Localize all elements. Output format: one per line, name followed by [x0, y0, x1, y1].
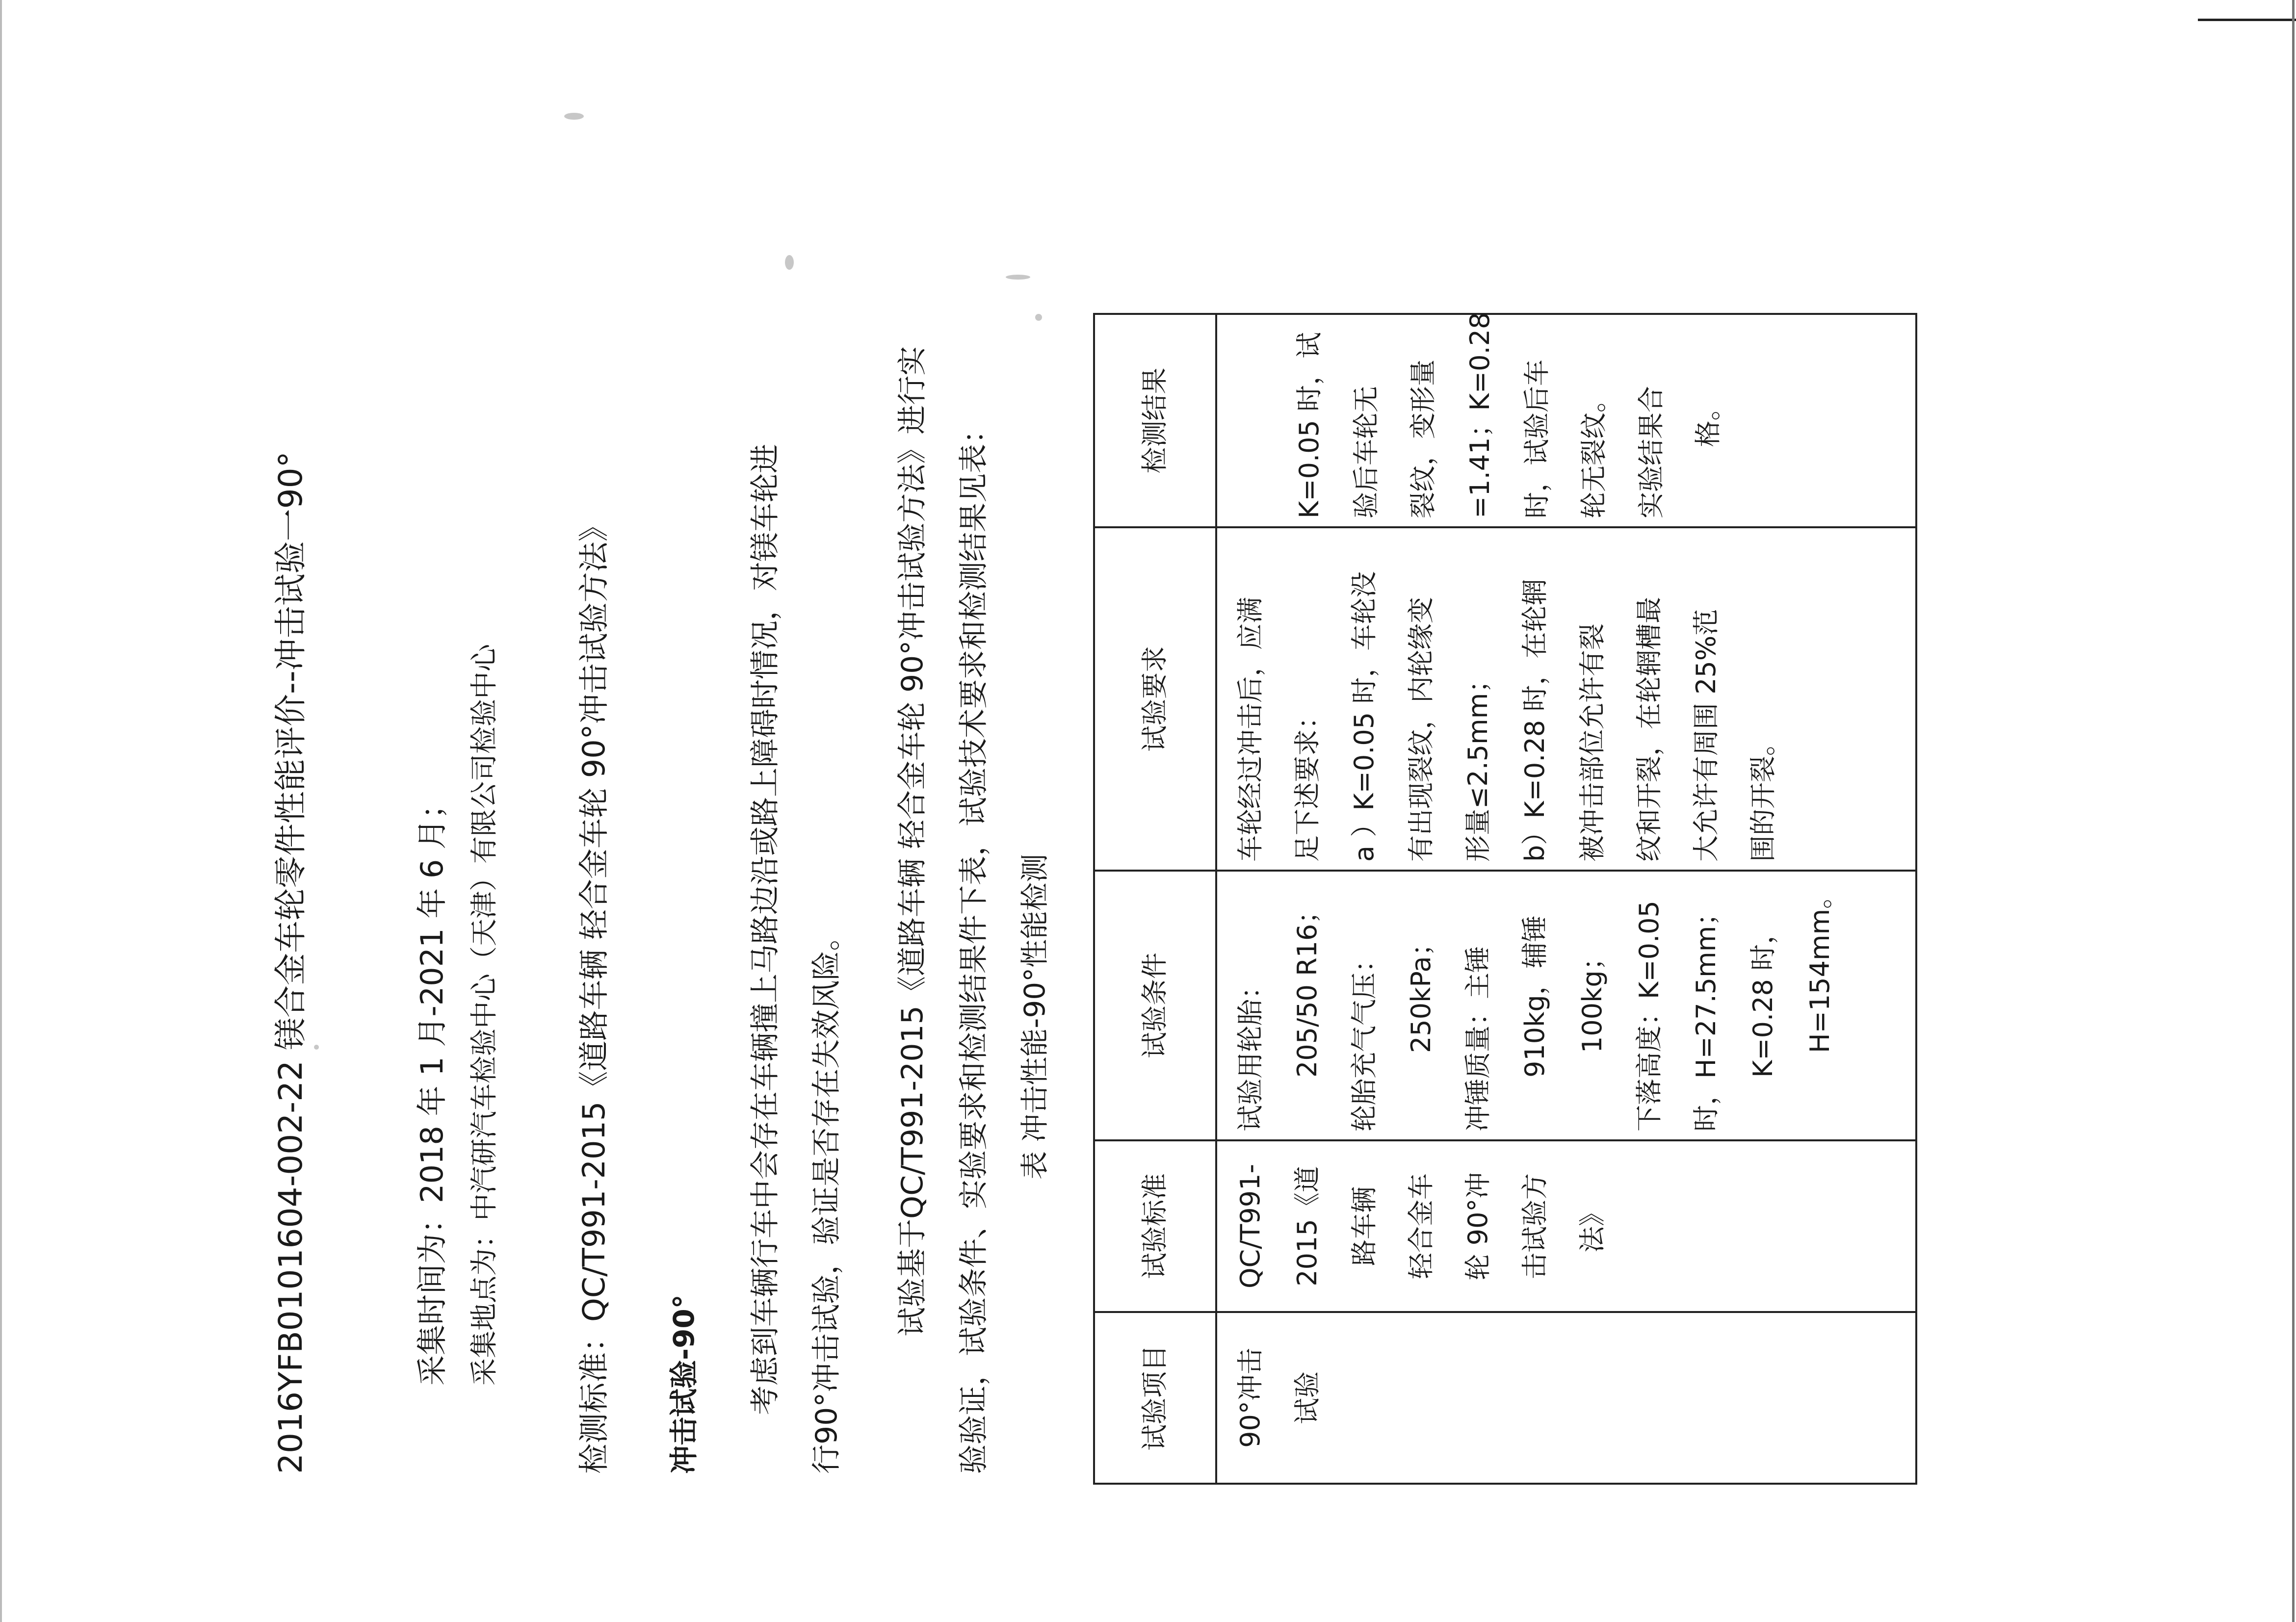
- cell-line: 轻合金车: [1406, 1173, 1437, 1279]
- cell-line: 时，试验后车: [1521, 360, 1553, 518]
- header-test-result: 检测结果: [1094, 314, 1216, 527]
- cell-test-result: [1216, 314, 1916, 527]
- scan-speck: [564, 113, 584, 120]
- table-caption: 表 冲击性能-90°性能检测: [1018, 853, 1051, 1180]
- scan-edge-right: [2292, 0, 2295, 1622]
- cell-line: 轮胎充气气压：: [1349, 946, 1380, 1132]
- table-row: [1216, 314, 1916, 1484]
- cell-line: 击试验方: [1519, 1173, 1551, 1279]
- cell-line: 下落高度：K=0.05: [1633, 901, 1665, 1132]
- cell-line: a ）K=0.05 时，车轮没: [1349, 571, 1380, 862]
- section-title: 冲击试验-90°: [667, 1294, 701, 1474]
- cell-line: 裂纹，变形量: [1408, 360, 1439, 518]
- cell-line: 2015《道: [1292, 1166, 1323, 1287]
- cell-line: 试验用轮胎：: [1235, 973, 1266, 1132]
- cell-test-conditions: [1216, 871, 1916, 1140]
- paragraph-line: 行90°冲击试验，验证是否存在失效风险。: [809, 921, 844, 1474]
- cell-line: QC/T991-: [1235, 1164, 1266, 1288]
- cell-line: 格。: [1692, 394, 1723, 447]
- cell-line: K=0.05 时，试: [1294, 332, 1325, 518]
- cell-line: 250kPa；: [1406, 929, 1437, 1053]
- cell-line: K=0.28 时，: [1747, 917, 1778, 1078]
- cell-line: 法》: [1576, 1200, 1608, 1253]
- header-test-requirements: 试验要求: [1094, 527, 1216, 871]
- cell-test-requirements: [1216, 527, 1916, 871]
- cell-line: 大允许有周围 25%范: [1690, 609, 1722, 862]
- table-header-row: [1094, 314, 1216, 1484]
- header-test-standard: 试验标准: [1094, 1140, 1216, 1312]
- cell-line: 车轮经过冲击后，应满: [1235, 597, 1266, 862]
- scan-edge-top: [2198, 19, 2296, 21]
- cell-line: 轮无裂纹。: [1578, 386, 1610, 518]
- cell-line: 试验: [1292, 1371, 1323, 1424]
- paragraph-line: 试验基于QC/T991-2015《道路车辆 轻合金车轮 90°冲击试验方法》进行实: [895, 346, 930, 1337]
- cell-line: 轮 90°冲: [1462, 1172, 1494, 1281]
- collection-time: 采集时间为：2018 年 1 月-2021 年 6 月；: [414, 788, 450, 1386]
- cell-line: 100kg；: [1576, 944, 1608, 1053]
- cell-line: 足下述要求：: [1292, 703, 1323, 862]
- cell-line: =1.41；K=0.28: [1464, 312, 1496, 518]
- cell-line: 冲锤质量：主锤: [1462, 946, 1494, 1132]
- result-table: [1093, 313, 1917, 1485]
- test-standard: 检测标准：QC/T991-2015《道路车辆 轻合金车轮 90°冲击试验方法》: [576, 511, 612, 1474]
- document-title: 2016YFB0101604-002-22 镁合金车轮零件性能评价--冲击试验一90°: [272, 451, 310, 1474]
- paragraph-line: 考虑到车辆行车中会存在车辆撞上马路边沿或路上障碍时情况，对镁车轮进: [748, 444, 783, 1415]
- cell-line: 验后车轮无: [1351, 386, 1382, 518]
- cell-line: 形量≤2.5mm；: [1462, 666, 1494, 862]
- cell-line: 被冲击部位允许有裂: [1576, 623, 1608, 862]
- cell-line: H=154mm。: [1804, 882, 1835, 1053]
- cell-line: b）K=0.28 时，在轮辋: [1519, 579, 1551, 862]
- cell-test-standard: [1216, 1140, 1916, 1312]
- scan-edge-left: [0, 0, 2, 1622]
- header-test-item: 试验项目: [1094, 1312, 1216, 1484]
- cell-line: 有出现裂纹，内轮缘变: [1406, 597, 1437, 862]
- cell-line: 纹和开裂，在轮辋槽最: [1633, 597, 1665, 862]
- cell-test-item: [1216, 1312, 1916, 1484]
- cell-line: 时，H=27.5mm；: [1690, 899, 1722, 1132]
- cell-line: 910kg，辅锤: [1519, 915, 1551, 1078]
- paragraph-line: 验验证，试验条件、实验要求和检测结果件下表，试验技术要求和检测结果见表：: [957, 414, 991, 1474]
- header-test-conditions: 试验条件: [1094, 871, 1216, 1140]
- cell-line: 90°冲击: [1235, 1348, 1266, 1448]
- document-page: [272, 194, 2041, 1493]
- cell-line: 205/50 R16；: [1292, 897, 1323, 1078]
- cell-line: 实验结果合: [1635, 386, 1667, 518]
- collection-place: 采集地点为：中汽研汽车检验中心（天津）有限公司检验中心: [469, 644, 500, 1386]
- cell-line: 路车辆: [1349, 1186, 1380, 1266]
- cell-line: 围的开裂。: [1747, 729, 1778, 862]
